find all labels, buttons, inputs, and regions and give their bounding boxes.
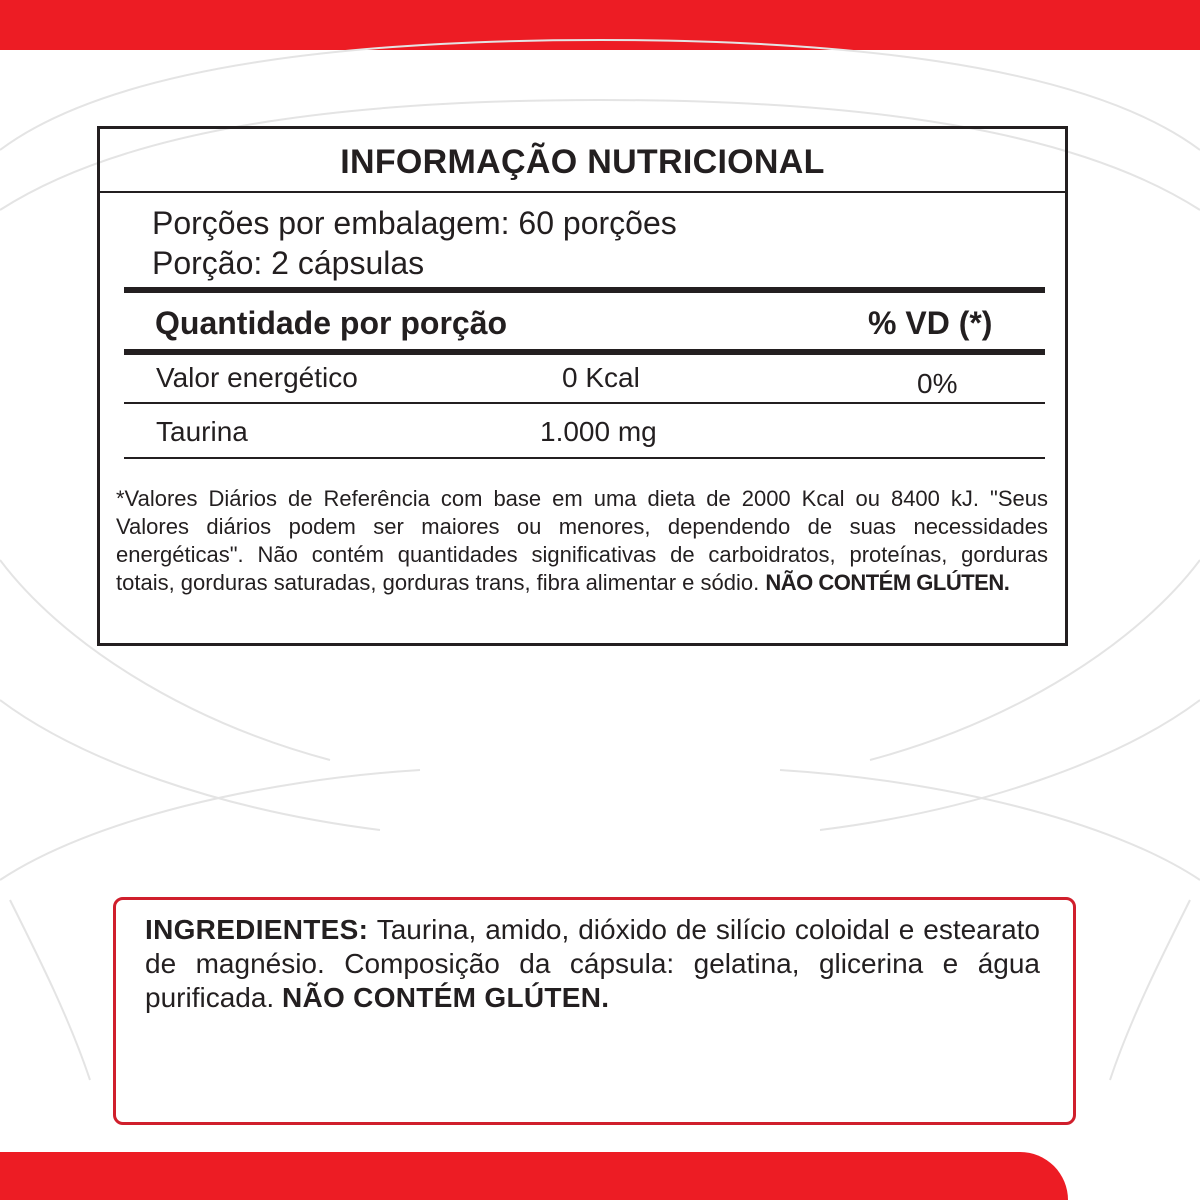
servings-per-package: Porções por embalagem: 60 porções <box>152 205 677 241</box>
footnote-text: *Valores Diários de Referência com base em uma dieta de 2000 Kcal ou 8400 kJ. "Seus Valores diários podem ser maiores ou menores, dependendo de suas necessidades energéticas". Não contém quantidades significativas de carboidratos, proteínas, gorduras totais, gorduras saturadas, gorduras trans, fibra alimentar e sódio. <box>116 486 1048 595</box>
divider-thin <box>124 457 1045 459</box>
gluten-free-notice: NÃO CONTÉM GLÚTEN. <box>765 570 1010 595</box>
row-taurine-amount: 1.000 mg <box>540 416 657 447</box>
ingredients-gluten-notice: NÃO CONTÉM GLÚTEN. <box>281 982 610 1013</box>
ingredients-box <box>113 897 1076 1125</box>
serving-size: Porção: 2 cápsulas <box>152 245 425 281</box>
divider-thick <box>124 349 1045 355</box>
nutrition-title: INFORMAÇÃO NUTRICIONAL <box>100 129 1065 193</box>
nutrition-footnote <box>116 485 1048 597</box>
divider-thick <box>124 287 1045 293</box>
row-energy-amount: 0 Kcal <box>562 362 640 393</box>
ingredients-label: INGREDIENTES: <box>145 914 369 945</box>
ingredients-text <box>145 913 1040 1015</box>
header-daily-value: % VD (*) <box>868 305 993 341</box>
row-energy-label: Valor energético <box>156 362 358 393</box>
row-taurine-label: Taurina <box>156 416 248 447</box>
bottom-red-band <box>0 1152 1068 1200</box>
row-energy-dv: 0% <box>917 368 958 399</box>
divider-thin <box>124 402 1045 404</box>
nutrition-facts-table <box>97 126 1068 646</box>
ingredients-list: Taurina, amido, dióxido de silício coloidal e estearato de magnésio. Composição da cápsula: gelatina, glicerina e água purificada. <box>145 914 1040 1013</box>
header-quantity: Quantidade por porção <box>155 305 508 341</box>
